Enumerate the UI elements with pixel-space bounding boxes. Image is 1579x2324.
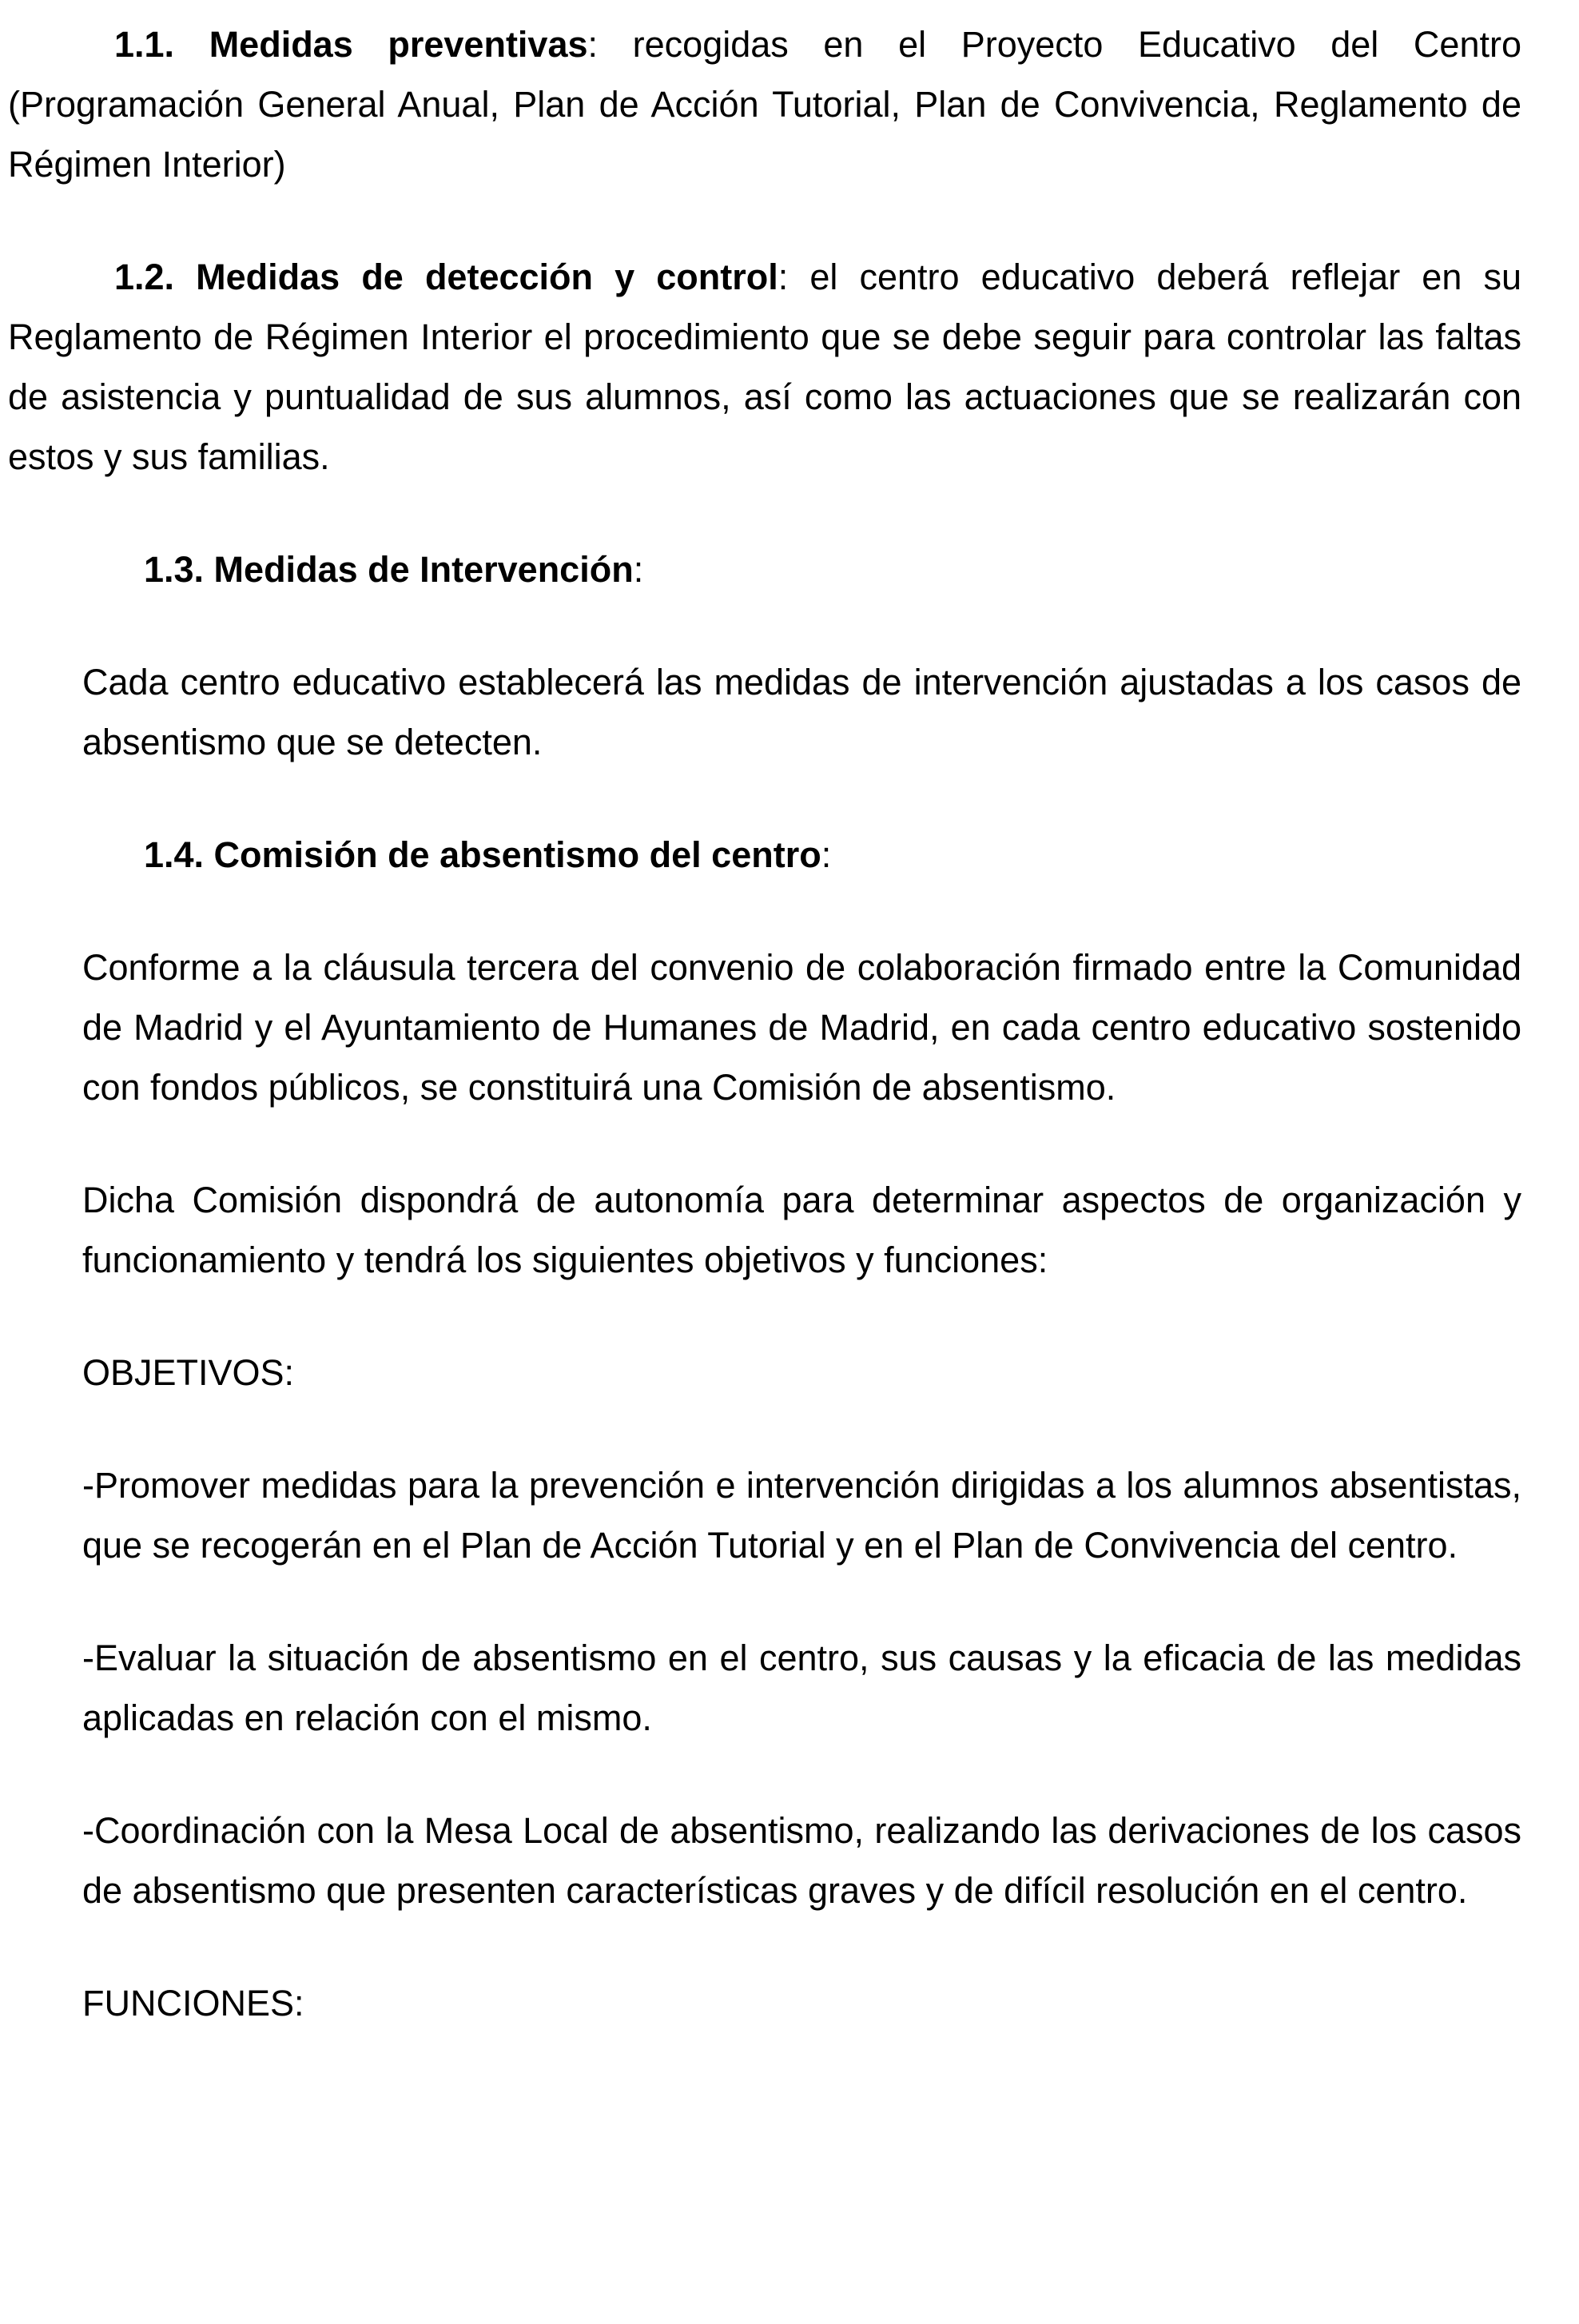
paragraph-conforme-clausula-line-3: [82, 1057, 1521, 1117]
paragraph-evaluar-situacion-line-2: [82, 1688, 1521, 1748]
text-segment: :: [821, 834, 832, 875]
heading-funciones: [82, 1973, 1521, 2033]
text-segment: Dicha Comisión dispondrá de autonomía para determinar aspectos de organización y: [82, 1180, 1521, 1220]
paragraph-conforme-clausula-line-1: [82, 937, 1521, 997]
text-segment: Reglamento de Régimen Interior el procedimiento que se debe seguir para controlar las faltas: [8, 316, 1521, 357]
heading-1-4-comision-absentismo: [82, 825, 1521, 885]
paragraph-evaluar-situacion-line-1: [82, 1628, 1521, 1688]
text-segment: -Evaluar la situación de absentismo en el centro, sus causas y la eficacia de las medidas: [82, 1638, 1521, 1678]
text-segment: -Coordinación con la Mesa Local de absentismo, realizando las derivaciones de los casos: [82, 1810, 1521, 1851]
paragraph-1-2-medidas-deteccion-control-line-2: [8, 307, 1521, 367]
text-segment: de asistencia y puntualidad de sus alumnos, así como las actuaciones que se realizarán con: [8, 376, 1521, 417]
text-segment: Conforme a la cláusula tercera del convenio de colaboración firmado entre la Comunidad: [82, 947, 1521, 988]
paragraph-1-1-medidas-preventivas: [8, 14, 1521, 194]
paragraph-conforme-clausula: [82, 937, 1521, 1117]
text-segment: : recogidas en el Proyecto Educativo del Centro: [587, 24, 1521, 65]
text-segment: que se recogerán en el Plan de Acción Tutorial y en el Plan de Convivencia del centro.: [82, 1525, 1458, 1566]
text-segment: de absentismo que presenten características graves y de difícil resolución en el centro.: [82, 1870, 1468, 1911]
text-segment: -Promover medidas para la prevención e intervención dirigidas a los alumnos absentistas,: [82, 1465, 1521, 1506]
bold-text-segment: 1.4. Comisión de absentismo del centro: [144, 834, 821, 875]
bold-text-segment: 1.1. Medidas preventivas: [114, 24, 588, 65]
paragraph-conforme-clausula-line-2: [82, 997, 1521, 1057]
paragraph-evaluar-situacion: [82, 1628, 1521, 1748]
paragraph-coordinacion-mesa-local: [82, 1801, 1521, 1920]
bold-text-segment: 1.3. Medidas de Intervención: [144, 549, 634, 590]
paragraph-1-2-medidas-deteccion-control-line-1: [8, 247, 1521, 307]
text-segment: (Programación General Anual, Plan de Acción Tutorial, Plan de Convivencia, Reglamento de: [8, 84, 1521, 125]
text-segment: Régimen Interior): [8, 144, 286, 185]
text-segment: Cada centro educativo establecerá las medidas de intervención ajustadas a los casos de: [82, 662, 1521, 702]
text-segment: funcionamiento y tendrá los siguientes objetivos y funciones:: [82, 1240, 1048, 1280]
heading-funciones-line-1: [82, 1973, 1521, 2033]
text-segment: absentismo que se detecten.: [82, 722, 543, 762]
paragraph-1-1-medidas-preventivas-line-1: [8, 14, 1521, 74]
text-segment: con fondos públicos, se constituirá una Comisión de absentismo.: [82, 1067, 1116, 1108]
paragraph-dicha-comision-line-1: [82, 1170, 1521, 1230]
paragraph-promover-medidas-line-2: [82, 1515, 1521, 1575]
text-segment: estos y sus familias.: [8, 436, 330, 477]
paragraph-cada-centro: [82, 652, 1521, 772]
heading-1-3-medidas-intervencion-line-1: [82, 539, 1521, 599]
heading-objetivos: [82, 1343, 1521, 1403]
text-segment: FUNCIONES:: [82, 1983, 304, 2024]
text-segment: OBJETIVOS:: [82, 1352, 295, 1393]
paragraph-cada-centro-line-2: [82, 712, 1521, 772]
heading-1-3-medidas-intervencion: [82, 539, 1521, 599]
paragraph-promover-medidas-line-1: [82, 1455, 1521, 1515]
paragraph-1-2-medidas-deteccion-control-line-4: [8, 427, 1521, 487]
text-segment: de Madrid y el Ayuntamiento de Humanes de Madrid, en cada centro educativo sostenido: [82, 1007, 1521, 1048]
text-segment: aplicadas en relación con el mismo.: [82, 1697, 652, 1738]
paragraph-cada-centro-line-1: [82, 652, 1521, 712]
text-segment: : el centro educativo deberá reflejar en su: [778, 257, 1521, 297]
paragraph-dicha-comision-line-2: [82, 1230, 1521, 1290]
paragraph-coordinacion-mesa-local-line-2: [82, 1860, 1521, 1920]
paragraph-1-1-medidas-preventivas-line-2: [8, 74, 1521, 134]
text-segment: :: [633, 549, 644, 590]
paragraph-dicha-comision: [82, 1170, 1521, 1290]
paragraph-promover-medidas: [82, 1455, 1521, 1575]
heading-objetivos-line-1: [82, 1343, 1521, 1403]
heading-1-4-comision-absentismo-line-1: [82, 825, 1521, 885]
paragraph-coordinacion-mesa-local-line-1: [82, 1801, 1521, 1860]
paragraph-1-2-medidas-deteccion-control-line-3: [8, 367, 1521, 427]
bold-text-segment: 1.2. Medidas de detección y control: [114, 257, 778, 297]
paragraph-1-1-medidas-preventivas-line-3: [8, 134, 1521, 194]
paragraph-1-2-medidas-deteccion-control: [8, 247, 1521, 487]
